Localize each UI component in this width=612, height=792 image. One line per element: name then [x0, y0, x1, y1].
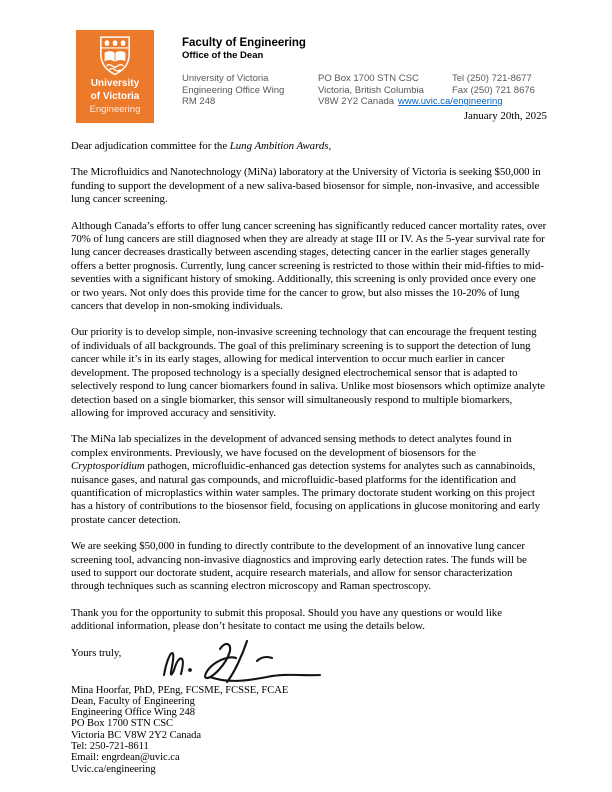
pathogen-name: Cryptosporidium [71, 460, 145, 473]
paragraph-background: Although Canada’s efforts to offer lung cancer screening has significantly reduced cancer mortality rates, over 70% of lung cancers are still diagnosed when they are already at stage III or IV. As the 5-year survival rate for lung cancer decreases drastically between ascending stages, detecting cancer in the earlier stages generally offers a better prognosis. Currently, lung cancer screening is restricted to those within their mid-fifties to mid-seventies with a significant history of smoking. Additionally, this screening is only provided once every one or two years. Not only does this provide time for the cancer to grow, but also misses the 10-20% of lung cancers that develop in non-smoking individuals. [71, 219, 547, 313]
letterhead-address-column-3 [452, 73, 535, 96]
sender-office: Engineering Office Wing 248 [71, 707, 196, 719]
fax-line: Fax (250) 721 8676 [452, 84, 535, 96]
paragraph-priority: Our priority is to develop simple, non-invasive screening technology that can encourage the frequent testing of individuals of all backgrounds. The goal of this preliminary screening is to support the detection of lung cancer while it’s in its early stages, allowing for medical intervention to occur much earlier in cancer development. The proposed technology is a specially designed electrochemical sensor that is adapted to selectively respond to lung cancer biomarkers found in saliva. Unlike most biosensors which optimize analyte detection based on a single biomarker, this sensor will simultaneously respond to multiple biomarkers, allowing for improved accuracy and sensitivity. [71, 326, 545, 419]
letter-date: January 20th, 2025 [463, 110, 547, 122]
address-line: RM 248 [182, 96, 216, 107]
address-line: University of Victoria [182, 73, 269, 84]
sender-email: Email: engrdean@uvic.ca [71, 752, 180, 764]
address-line: V8W 2Y2 Canada www.uvic.ca/engineering [318, 96, 503, 107]
letterhead-address-column-1 [182, 73, 284, 108]
paragraph-funding: We are seeking $50,000 in funding to directly contribute to the development of an innovative lung cancer screening tool, advancing non-invasive diagnostics and improving early detection rates. The funds will be used to support our doctorate student, acquire research materials, and allow for sensor characterization through techniques such as scanning electron microscopy and Raman spectroscopy. [71, 540, 527, 593]
award-name: Lung Ambition Awards [229, 140, 329, 152]
sender-name-credentials: Mina Hoorfar, PhD, PEng, FCSME, FCSSE, FCAE [71, 684, 289, 696]
address-line: Engineering Office Wing [182, 84, 285, 96]
paragraph-thanks: Thank you for the opportunity to submit this proposal. Should you have any questions or would like additional information, please don’t hesitate to contact me using the details below. [71, 606, 502, 633]
address-line: PO Box 1700 STN CSC [318, 73, 419, 84]
uvic-engineering-link[interactable]: www.uvic.ca/engineering [398, 96, 503, 107]
sender-city: Victoria BC V8W 2Y2 Canada [71, 729, 202, 741]
handwritten-signature [157, 635, 329, 691]
address-line: Victoria, British Columbia [318, 84, 424, 96]
office-title: Office of the Dean [182, 50, 264, 61]
paragraph-intro: The Microfluidics and Nanotechnology (MiNa) laboratory at the University of Victoria is seeking $50,000 in funding to support the development of a new saliva-based biosensor for simple, non-invasive, and accessible lung cancer screening. [71, 166, 541, 206]
closing-row [71, 647, 547, 685]
logo-engineering-label: Engineering [89, 104, 141, 115]
closing-phrase: Yours truly, [71, 646, 122, 659]
paragraph-lab-experience: The MiNa lab specializes in the development of advanced sensing methods to detect analytes found in complex environments. Previously, we have focused on the development of biosensors for the Cryptosporidium pathogen, microfluidic-enhanced gas detection systems for analytes such as cannabinoids, nuisance gases, and natural gas compounds, and microfluidic-based platforms for the identification and quantification of microplastics within water samples. The primary doctorate student working on this project has a history of contributions to the biosensor field, focusing on applications in glucose monitoring and early prostate cancer detection. [71, 433, 541, 526]
sender-title: Dean, Faculty of Engineering [71, 695, 195, 707]
logo-university-line2: of Victoria [90, 90, 140, 102]
faculty-title: Faculty of Engineering [182, 37, 306, 49]
sender-phone: Tel: 250-721-8611 [71, 741, 149, 753]
sender-po-box: PO Box 1700 STN CSC [71, 718, 174, 730]
letterhead-department [182, 36, 306, 62]
phone-line: Tel (250) 721-8677 [452, 73, 532, 84]
logo-university-line1: University [90, 78, 140, 89]
uvic-crest-icon [98, 35, 132, 77]
sender-website: Uvic.ca/engineering [71, 763, 156, 775]
letter-body [71, 140, 547, 775]
salutation: Dear adjudication committee for the Lung Ambition Awards, [71, 140, 332, 152]
sender-contact-block [71, 685, 547, 775]
